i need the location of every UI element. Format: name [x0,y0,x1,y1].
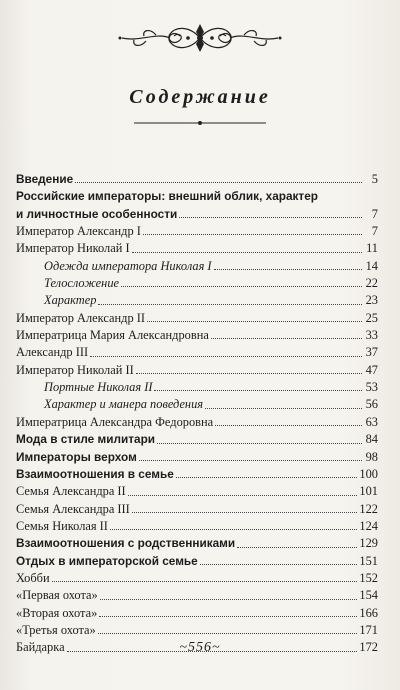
toc-entry [16,223,378,240]
toc-entry [16,379,378,396]
ornament-icon [116,18,284,58]
toc-entry-page: 22 [365,276,378,291]
toc-entry-text: Императрица Мария Александровна [16,328,209,343]
toc-entry-page: 101 [359,484,378,499]
toc-entry-page: 47 [365,362,378,377]
toc-entry-text: Байдарка [16,640,65,655]
toc-entry [16,449,378,466]
page-title: Содержание [129,86,271,108]
toc-entry [16,310,378,327]
toc-entry [16,258,378,275]
table-of-contents [16,171,378,657]
page-number-left-ornament: ~ [179,640,188,655]
title-underline [132,120,268,126]
toc-entry-page: 100 [359,466,378,481]
toc-entry-text-line1: Российские императоры: внешний облик, характер [16,189,318,204]
toc-entry-text: Император Николай I [16,241,130,256]
toc-entry-page: 154 [359,588,378,603]
toc-entry-text: Введение [16,172,74,186]
toc-entry-page: 98 [365,449,378,464]
leader-dots [211,338,362,339]
toc-entry-page: 14 [365,258,378,273]
toc-entry [16,535,378,552]
toc-entry [16,466,378,483]
toc-entry [16,431,378,448]
toc-entry-text: Император Александр I [16,224,141,239]
leader-dots [132,512,358,513]
page-number [0,640,400,656]
toc-entry-page: 171 [359,622,378,637]
toc-entry [16,396,378,413]
toc-entry-text: Хобби [16,570,50,585]
toc-entry-page: 7 [371,224,378,239]
leader-dots [205,408,362,409]
toc-entry-text: Мода в стиле милитари [16,432,156,447]
toc-entry-page: 53 [365,380,378,395]
toc-entry [16,275,378,292]
leader-dots [110,529,357,530]
toc-entry-page: 166 [359,605,378,620]
leader-dots [179,217,362,218]
toc-entry-page: 122 [359,501,378,516]
leader-dots [143,234,362,235]
leader-dots [132,252,362,253]
leader-dots [75,182,362,183]
toc-entry-page: 33 [365,328,378,343]
toc-entry [16,344,378,361]
leader-dots [237,547,357,548]
toc-entry-page: 23 [365,293,378,308]
toc-entry-text: «Первая охота» [16,588,98,603]
toc-entry-page: 11 [366,241,378,256]
leader-dots [128,495,358,496]
leader-dots [157,443,362,444]
leader-dots [214,269,362,270]
toc-entry [16,414,378,431]
toc-entry-text: Император Николай II [16,362,134,377]
toc-entry-page: 25 [365,310,378,325]
toc-entry-text: Телосложение [44,276,120,291]
toc-entry-page: 129 [359,536,378,551]
toc-entry [16,240,378,257]
toc-entry-page: 151 [359,553,378,568]
toc-entry [16,587,378,604]
toc-entry [16,362,378,379]
toc-entry-text: Император Александр II [16,310,146,325]
toc-entry [16,171,378,188]
leader-dots [136,373,362,374]
toc-entry [16,605,378,622]
toc-entry-text: Александр III [16,345,89,360]
leader-dots [200,564,358,565]
toc-entry-page: 37 [365,345,378,360]
toc-entry [16,188,378,223]
toc-entry [16,553,378,570]
leader-dots [147,321,362,322]
toc-entry [16,518,378,535]
toc-entry-text: Взаимоотношения в семье [16,466,174,481]
toc-entry [16,483,378,500]
toc-entry-text: «Третья охота» [16,622,96,637]
toc-entry-page: 172 [359,640,378,655]
toc-entry-text: Семья Николая II [16,518,108,533]
toc-entry-page: 63 [365,414,378,429]
toc-entry [16,292,378,309]
toc-entry-text: Семья Александра III [16,501,130,516]
toc-entry-text: Характер и манера поведения [44,397,204,412]
page-number-right-ornament: ~ [212,640,221,655]
toc-entry [16,622,378,639]
toc-entry-page: 7 [371,206,378,221]
toc-entry-text: Императоры верхом [16,449,137,464]
leader-dots [100,599,358,600]
leader-dots [139,460,362,461]
toc-entry-page: 124 [359,518,378,533]
leader-dots [176,477,358,478]
toc-entry-page: 5 [371,172,378,186]
toc-entry-text: Отдых в императорской семье [16,553,198,568]
toc-entry-text: Императрица Александра Федоровна [16,414,214,429]
toc-entry [16,327,378,344]
leader-dots [154,390,362,391]
toc-entry-page: 84 [365,432,378,447]
leader-dots [121,286,362,287]
toc-entry-text: Портные Николая II [44,380,153,395]
toc-entry-text: и личностные особенности [16,206,178,221]
toc-entry-text: Взаимоотношения с родственниками [16,536,236,551]
leader-dots [52,581,358,582]
page-number-value: 556 [188,640,212,655]
toc-entry-page: 56 [365,397,378,412]
toc-entry [16,501,378,518]
leader-dots [98,633,358,634]
leader-dots [99,616,357,617]
toc-entry-text: Семья Александра II [16,484,126,499]
leader-dots [90,356,362,357]
toc-entry-text: Характер [44,293,97,308]
toc-entry-page: 152 [359,570,378,585]
toc-entry-text: Одежда императора Николая I [44,258,212,273]
leader-dots [215,425,362,426]
toc-entry [16,570,378,587]
toc-entry-text: «Вторая охота» [16,605,98,620]
leader-dots [98,304,362,305]
